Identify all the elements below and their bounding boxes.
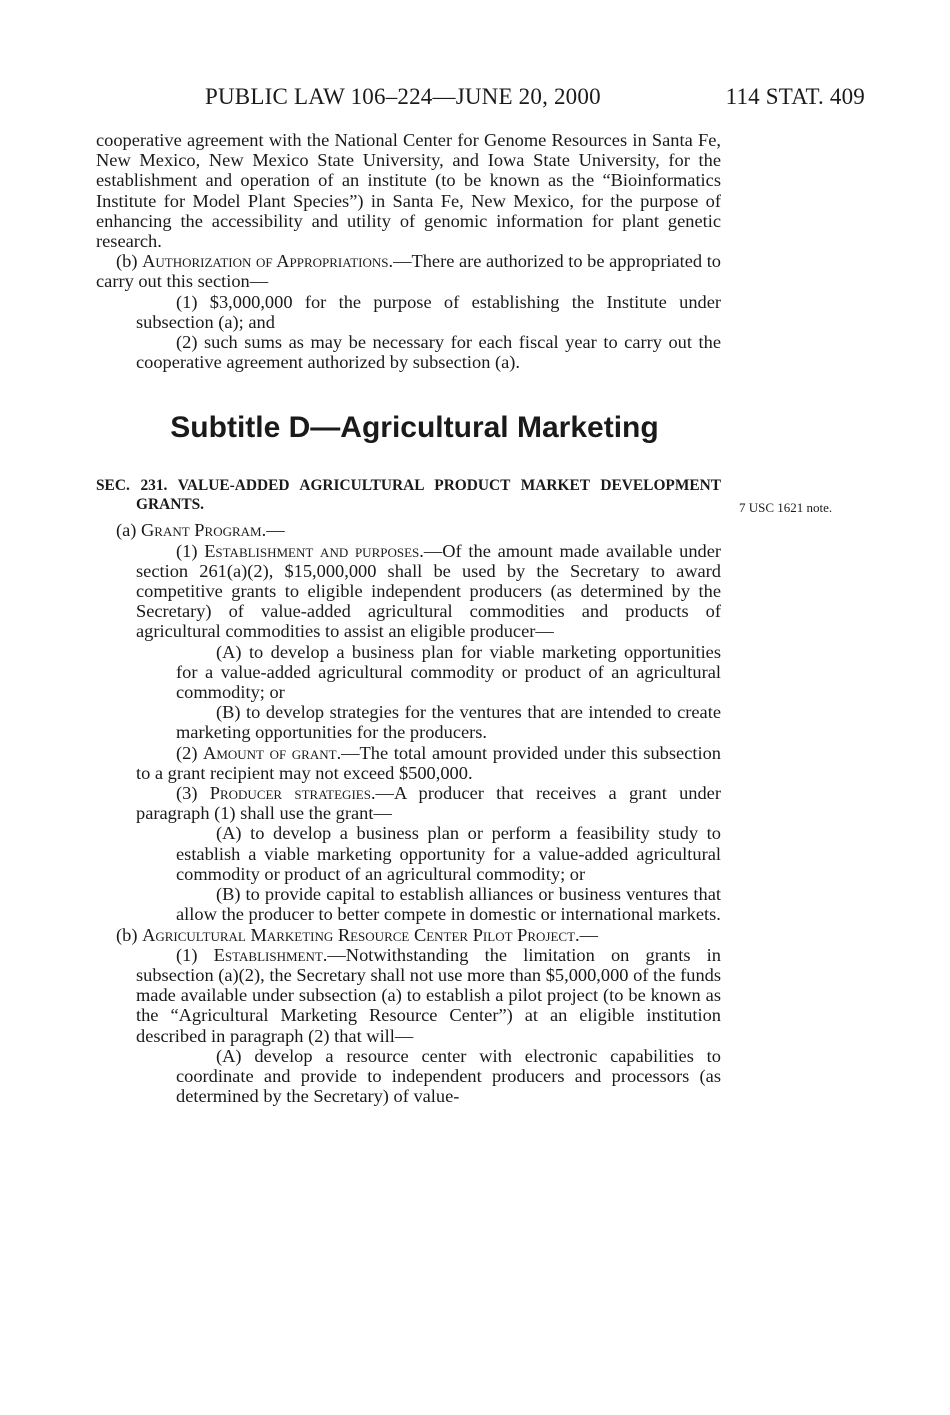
- paragraph-text: .—A producer that receives a grant under paragraph (1) shall use the grant—: [136, 783, 721, 824]
- paragraph-text: .—Of the amount made available under section 261(a)(2), $15,000,000 shall be used by the Secretary to award competitive grants to eligible independent producers (as determined by the Secretary) of value-added agricultural commodities and products of agricultural commodities to assist an eligible producer—: [136, 540, 721, 642]
- subsection-suffix: .—: [261, 520, 285, 541]
- statute-page-number: 114 STAT. 409: [725, 84, 865, 109]
- subsection-label: (b): [116, 924, 138, 945]
- subparagraph-b1-A: (A) develop a resource center with electronic capabilities to coordinate and provide to independent producers and processors (as determined by the Secretary) of value-: [176, 1045, 721, 1107]
- paragraph-heading: Establishment and purposes: [204, 540, 420, 561]
- subparagraph-a1-B: (B) to develop strategies for the ventures that are intended to create marketing opportunities for the producers.: [176, 702, 721, 743]
- subsection-suffix: .—: [575, 924, 599, 945]
- paragraph-heading: Producer strategies: [209, 783, 371, 804]
- continuation-paragraph: cooperative agreement with the National Center for Genome Resources in Santa Fe, New Mexico, New Mexico State University, and Iowa State University, for the establishment and operation of an institute (to be known as the “Bioinformatics Institute for Model Plant Species”) in Santa Fe, New Mexico, for the purpose of enhancing the accessibility and utility of genomic information for plant genetic research.: [96, 130, 721, 252]
- subtitle-heading: Subtitle D—Agricultural Marketing: [170, 411, 659, 445]
- subsection-b-authorization: [96, 251, 721, 291]
- section-heading: SEC. 231. VALUE-ADDED AGRICULTURAL PRODUCT MARKET DEVELOPMENT GRANTS.: [96, 477, 721, 514]
- paragraph-label: (2): [176, 742, 198, 763]
- subparagraph-a1-A: (A) to develop a business plan for viable marketing opportunities for a value-added agricultural commodity or product of an agricultural commodity; or: [176, 641, 721, 703]
- subsection-heading: Authorization of Appropriations: [142, 251, 389, 272]
- paragraph-heading: Establishment: [213, 944, 323, 965]
- subsection-a-heading: [96, 520, 721, 540]
- subparagraph-a3-B: (B) to provide capital to establish alliances or business ventures that allow the producer to better compete in domestic or international markets.: [176, 884, 721, 925]
- subsection-label: (a): [116, 520, 137, 541]
- paragraph-b1: (1) $3,000,000 for the purpose of establishing the Institute under subsection (a); and: [136, 291, 721, 332]
- paragraph-a1: [96, 541, 721, 642]
- subparagraph-a3-A: (A) to develop a business plan or perform a feasibility study to establish a viable marketing opportunity for a value-added agricultural commodity or product of an agricultural commodity; or: [176, 823, 721, 884]
- paragraph-a2: [96, 743, 721, 783]
- paragraph-heading: Amount of grant: [203, 742, 337, 763]
- paragraph-label: (1): [176, 944, 198, 965]
- paragraph-a3: [96, 783, 721, 823]
- margin-note: 7 USC 1621 note.: [739, 500, 833, 515]
- subsection-text: .—There are authorized to be appropriated to carry out this section—: [96, 251, 721, 292]
- running-head-title: PUBLIC LAW 106–224—JUNE 20, 2000: [205, 84, 601, 109]
- subsection-heading: Agricultural Marketing Resource Center Pilot Project: [142, 924, 576, 945]
- body-text: [96, 130, 721, 1106]
- paragraph-label: (1): [176, 540, 198, 561]
- paragraph-b1-establishment: [96, 945, 721, 1046]
- running-head: [95, 84, 865, 112]
- paragraph-b2: (2) such sums as may be necessary for each fiscal year to carry out the cooperative agreement authorized by subsection (a).: [136, 332, 721, 373]
- paragraph-text: .—Notwithstanding the limitation on grants in subsection (a)(2), the Secretary shall not use more than $5,000,000 of the funds made available under subsection (a) to establish a pilot project (to be known as the “Agricultural Marketing Resource Center”) at an eligible institution described in paragraph (2) that will—: [136, 944, 721, 1046]
- subsection-label: (b): [116, 251, 138, 272]
- subsection-b-heading: [96, 925, 721, 945]
- subsection-heading: Grant Program: [141, 520, 262, 541]
- paragraph-label: (3): [176, 783, 198, 804]
- paragraph-text: .—The total amount provided under this subsection to a grant recipient may not exceed $500,000.: [136, 742, 721, 783]
